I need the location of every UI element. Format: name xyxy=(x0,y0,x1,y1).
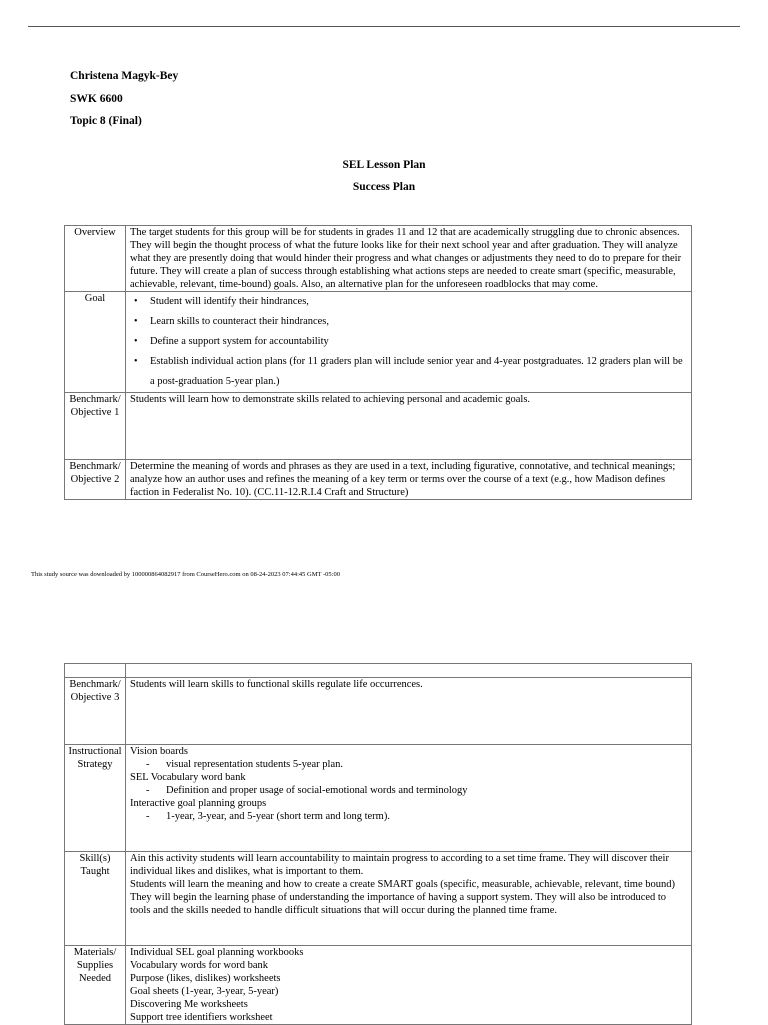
overview-text: The target students for this group will be for students in grades 11 and 12 that are academically struggling due to chronic absences. They will begin the thought process of what the future looks like for their next school year and after graduation. They will analyze what they are presently doing that would hinder their progress and what changes or adjustments they need to do to prepare for their future. They will create a plan of success through establishing what actions steps are needed to create smart (specific, measurable, achievable, relevant, time-bound) goals. Also, an alternative plan for the unforeseen roadblocks that may come. xyxy=(126,226,692,292)
topic-line: Topic 8 (Final) xyxy=(70,115,142,127)
skills-label: Skill(s) Taught xyxy=(65,852,126,946)
materials-item: Individual SEL goal planning workbooks xyxy=(130,947,304,958)
objective3-text: Students will learn skills to functional skills regulate life occurrences. xyxy=(126,678,692,745)
strategy-line: SEL Vocabulary word bank xyxy=(130,772,246,783)
lesson-plan-table-2 xyxy=(64,663,692,1025)
strategy-row xyxy=(65,745,692,852)
source-note: This study source was downloaded by 100000864082917 from CourseHero.com on 08-24-2023 07:44:45 GMT -05:00 xyxy=(31,571,340,578)
objective2-text: Determine the meaning of words and phrases as they are used in a text, including figurative, connotative, and technical meanings; analyze how an author uses and refines the meaning of a key term or terms over the course of a text (e.g., how Madison defines faction in Federalist No. 10). (CC.11-12.R.I.4 Craft and Structure) xyxy=(126,460,692,500)
objective1-text: Students will learn how to demonstrate skills related to achieving personal and academic goals. xyxy=(126,393,692,460)
skills-row xyxy=(65,852,692,946)
blank-row xyxy=(65,664,692,678)
materials-item: Purpose (likes, dislikes) worksheets xyxy=(130,973,281,984)
materials-item: Support tree identifiers worksheet xyxy=(130,1012,273,1023)
lesson-plan-table-1 xyxy=(64,225,692,500)
overview-label: Overview xyxy=(65,226,126,292)
goal-item: • Establish individual action plans (for 11 graders plan will include senior year and 4-year postgraduates. 12 graders plan will be a post-graduation 5-year plan.) xyxy=(150,352,687,392)
objective2-row xyxy=(65,460,692,500)
skills-content xyxy=(126,852,692,946)
goal-item: • Student will identify their hindrances, xyxy=(150,292,687,312)
materials-content xyxy=(126,946,692,1025)
strategy-line: Interactive goal planning groups xyxy=(130,798,267,809)
strategy-content xyxy=(126,745,692,852)
strategy-subline: - 1-year, 3-year, and 5-year (short term and long term). xyxy=(146,811,390,822)
strategy-subline: - Definition and proper usage of social-emotional words and terminology xyxy=(146,785,468,796)
materials-item: Discovering Me worksheets xyxy=(130,999,248,1010)
strategy-label: Instructional Strategy xyxy=(65,745,126,852)
goal-item: • Learn skills to counteract their hindrances, xyxy=(150,312,687,332)
objective3-row xyxy=(65,678,692,745)
objective1-row xyxy=(65,393,692,460)
strategy-subline: - visual representation students 5-year plan. xyxy=(146,759,343,770)
materials-row xyxy=(65,946,692,1025)
document-title: SEL Lesson Plan xyxy=(342,159,426,171)
skills-paragraph: Ain this activity students will learn accountability to maintain progress to according to a set time frame. They will discover their individual likes and dislikes, what is important to them. xyxy=(130,853,669,877)
goal-row xyxy=(65,292,692,393)
author-name: Christena Magyk-Bey xyxy=(70,70,179,82)
objective3-label: Benchmark/Objective 3 xyxy=(65,678,126,745)
course-code: SWK 6600 xyxy=(70,93,123,105)
materials-item: Vocabulary words for word bank xyxy=(130,960,269,971)
objective1-label: Benchmark/Objective 1 xyxy=(65,393,126,460)
skills-paragraph: Students will learn the meaning and how to create a create SMART goals (specific, measurable, achievable, relevant, time bound) They will begin the learning phase of understanding the importance of having a support system. They will also be introduced to tools and the skills needed to handle difficult situations that will occur during the planned time frame. xyxy=(130,879,675,916)
goal-list xyxy=(130,292,687,392)
document-subtitle: Success Plan xyxy=(352,181,416,193)
goal-item: • Define a support system for accountability xyxy=(150,332,687,352)
materials-item: Goal sheets (1-year, 3-year, 5-year) xyxy=(130,986,279,997)
strategy-line: Vision boards xyxy=(130,746,188,757)
top-rule xyxy=(28,26,740,27)
materials-label: Materials/ Supplies Needed xyxy=(65,946,126,1025)
overview-row xyxy=(65,226,692,292)
goal-label: Goal xyxy=(65,292,126,393)
objective2-label: Benchmark/Objective 2 xyxy=(65,460,126,500)
